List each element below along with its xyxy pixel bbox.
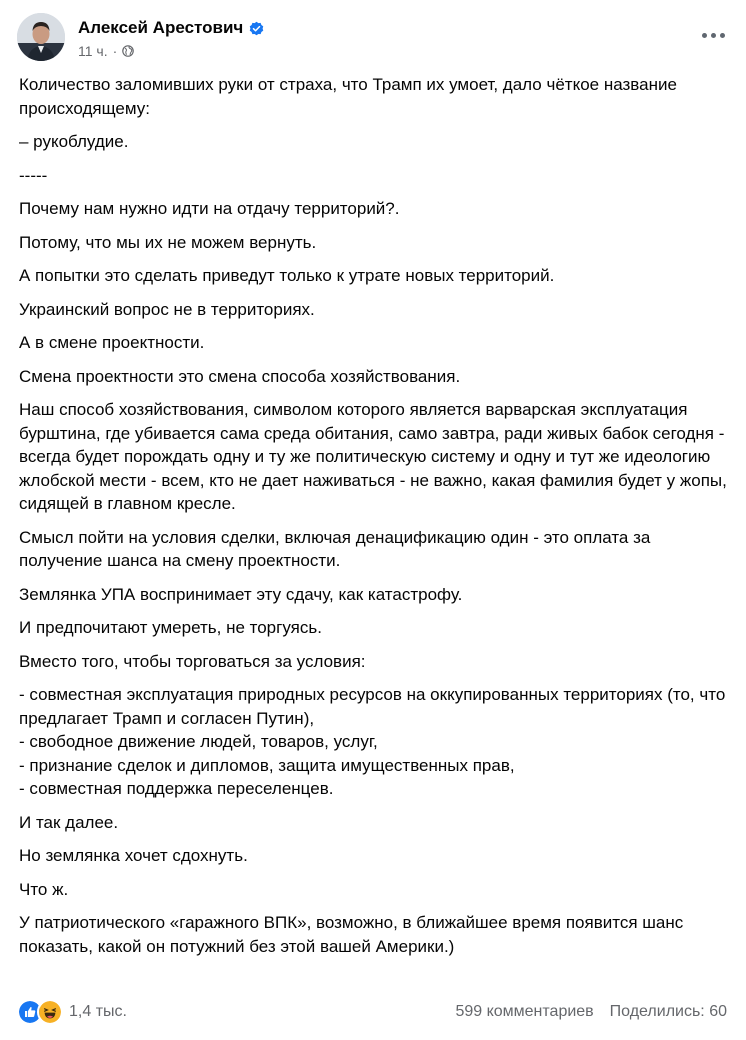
reaction-count[interactable]: 1,4 тыс. xyxy=(69,1003,127,1020)
list-line: - признание сделок и дипломов, защита имущественных прав, xyxy=(19,755,515,775)
paragraph: Вместо того, чтобы торговаться за условия: xyxy=(19,651,366,671)
haha-icon xyxy=(37,999,63,1025)
shares-count[interactable]: Поделились: 60 xyxy=(609,1003,727,1020)
paragraph: Смысл пойти на условия сделки, включая денацификацию один - это оплата за получение шанса на смену проектности. xyxy=(19,527,651,570)
paragraph: У патриотического «гаражного ВПК», возможно, в ближайшее время появится шанс показать, какой он потужний без этой вашей Америки.) xyxy=(19,913,684,956)
paragraph: И так далее. xyxy=(19,812,119,832)
paragraph: Землянка УПА воспринимает эту сдачу, как катастрофу. xyxy=(19,584,463,604)
paragraph: Что ж. xyxy=(19,879,69,899)
paragraph: Смена проектности это смена способа хозяйствования. xyxy=(19,366,461,386)
paragraph: Почему нам нужно идти на отдачу территорий?. xyxy=(19,199,400,218)
post-time[interactable]: 11 ч. xyxy=(78,43,108,59)
verified-badge-icon xyxy=(249,21,264,36)
paragraph: Потому, что мы их не можем вернуть. xyxy=(19,232,317,252)
post-footer xyxy=(17,998,727,1026)
list-block xyxy=(19,683,731,801)
author-name[interactable]: Алексей Арестович xyxy=(78,18,244,37)
paragraph: И предпочитают умереть, не торгуясь. xyxy=(19,618,322,637)
reactions-summary[interactable] xyxy=(17,999,127,1025)
comments-count[interactable]: 599 комментариев xyxy=(455,1003,594,1020)
paragraph: – рукоблудие. xyxy=(19,132,129,151)
avatar-photo xyxy=(17,13,65,61)
post-text xyxy=(19,73,731,968)
author-row xyxy=(78,18,264,38)
post-header xyxy=(17,13,729,63)
paragraph: Но землянка хочет сдохнуть. xyxy=(19,846,248,865)
paragraph: Количество заломивших руки от страха, что Трамп их умоет, дало чёткое название происходящему: xyxy=(19,75,677,118)
list-line: - совместная поддержка переселенцев. xyxy=(19,779,334,798)
globe-icon[interactable] xyxy=(122,45,134,57)
paragraph: ----- xyxy=(19,165,48,185)
more-options-icon[interactable] xyxy=(697,23,729,47)
paragraph: А попытки это сделать приведут только к утрате новых территорий. xyxy=(19,266,555,285)
list-line: - свободное движение людей, товаров, услуг, xyxy=(19,732,378,751)
paragraph: Украинский вопрос не в территориях. xyxy=(19,299,315,319)
avatar[interactable] xyxy=(17,13,65,61)
list-line: - совместная эксплуатация природных ресурсов на оккупированных территориях (то, что предлагает Трамп и согласен Путин), xyxy=(19,685,726,728)
meta-separator: · xyxy=(112,43,118,59)
paragraph: А в смене проектности. xyxy=(19,333,205,352)
paragraph: Наш способ хозяйствования, символом которого является варварская эксплуатация бурштина, где убивается сама среда обитания, само завтра, ради живых бабок сегодня - всегда будет порождать одну и ту же политическую систему и одну и тут же идеологию жлобской мести - всем, кто не дает наживаться - не важно, какая фамилия будет у жопы, сидящей в главном кресле. xyxy=(19,400,727,513)
post-meta xyxy=(78,43,134,59)
